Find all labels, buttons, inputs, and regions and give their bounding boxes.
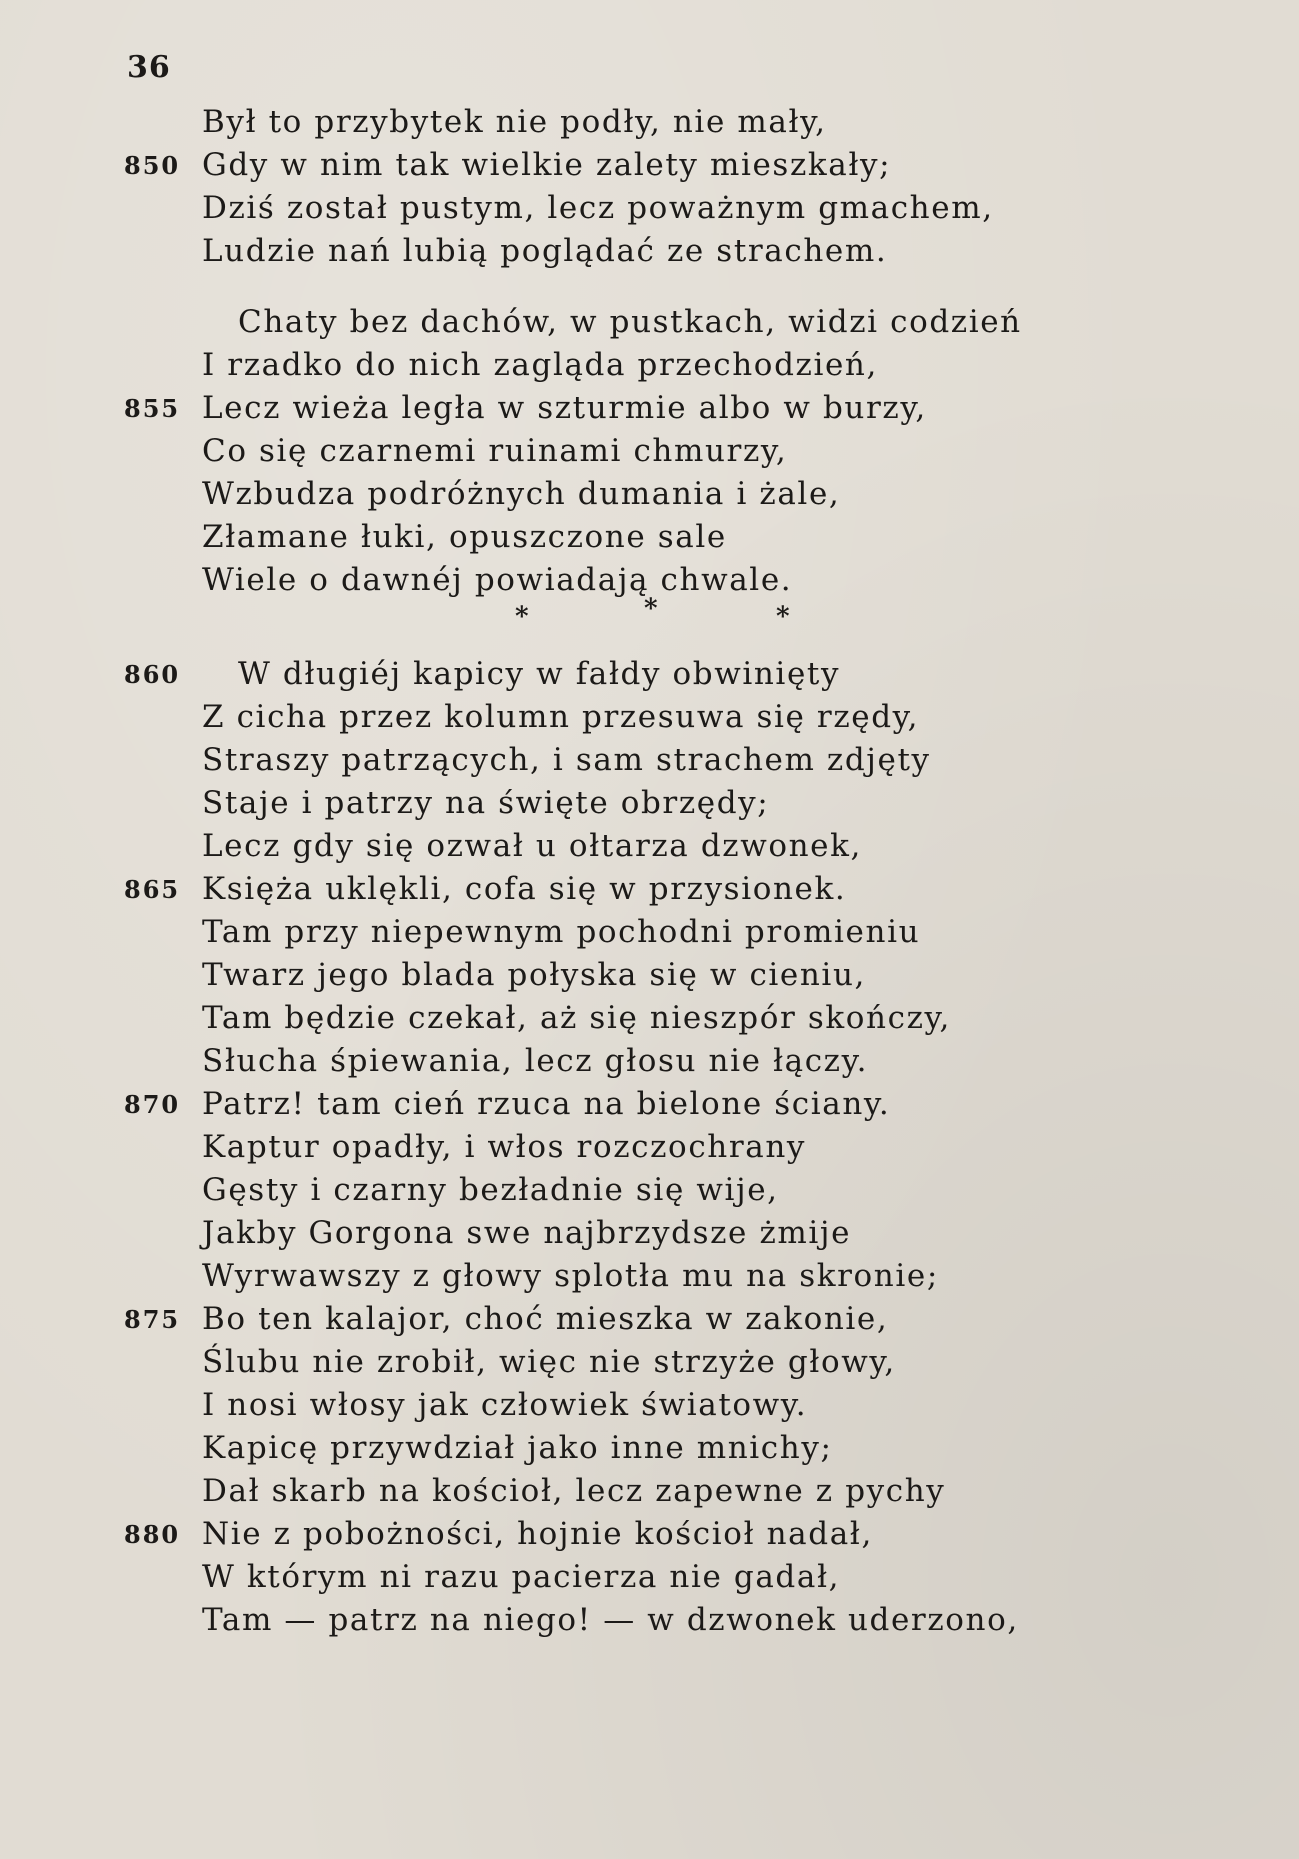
verse-line <box>0 472 1299 516</box>
verse-text: Staje i patrzy na święte obrzędy; <box>202 785 770 821</box>
verse-text: Tam — patrz na niego! — w dzwonek uderzono, <box>202 1602 1019 1638</box>
verse-text: Gdy w nim tak wielkie zalety mieszkały; <box>202 147 892 183</box>
verse-line <box>0 229 1299 273</box>
line-number: 880 <box>124 1520 181 1549</box>
verse-text: Gęsty i czarny bezładnie się wije, <box>202 1172 779 1208</box>
verse-text: I nosi włosy jak człowiek światowy. <box>202 1387 808 1423</box>
verse-line <box>0 1297 1299 1341</box>
verse-text: Nie z pobożności, hojnie kościoł nadał, <box>202 1516 873 1552</box>
verse-line <box>0 300 1299 344</box>
verse-text: Wyrwawszy z głowy splotła mu na skronie; <box>202 1258 939 1294</box>
verse-line <box>0 1168 1299 1212</box>
verse-line <box>0 1469 1299 1513</box>
verse-line <box>0 738 1299 782</box>
line-number: 875 <box>124 1305 181 1334</box>
verse-text: Tam będzie czekał, aż się nieszpór skończy, <box>202 1000 951 1036</box>
verse-line <box>0 1082 1299 1126</box>
verse-text: Dał skarb na kościoł, lecz zapewne z pychy <box>202 1473 946 1509</box>
verse-text: Księża uklękli, cofa się w przysionek. <box>202 871 847 907</box>
verse-text: Ślubu nie zrobił, więc nie strzyże głowy, <box>202 1344 896 1380</box>
verse-line <box>0 695 1299 739</box>
verse-line <box>0 1254 1299 1298</box>
separator-star: * <box>644 594 658 624</box>
verse-line <box>0 186 1299 230</box>
verse-line <box>0 1598 1299 1642</box>
separator-star: * <box>515 602 529 632</box>
verse-line <box>0 1383 1299 1427</box>
verse-text: Z cicha przez kolumn przesuwa się rzędy, <box>202 699 920 735</box>
verse-line <box>0 429 1299 473</box>
verse-text: Wiele o dawnéj powiadają chwale. <box>202 562 793 598</box>
verse-text: Jakby Gorgona swe najbrzydsze żmije <box>202 1215 852 1251</box>
verse-text: Chaty bez dachów, w pustkach, widzi codzień <box>238 304 1022 340</box>
verse-line <box>0 1340 1299 1384</box>
verse-text: Lecz wieża legła w szturmie albo w burzy, <box>202 390 927 426</box>
line-number: 860 <box>124 660 181 689</box>
verse-text: Kapicę przywdział jako inne mnichy; <box>202 1430 833 1466</box>
verse-text: W którym ni razu pacierza nie gadał, <box>202 1559 841 1595</box>
verse-line <box>0 1555 1299 1599</box>
verse-text: Ludzie nań lubią poglądać ze strachem. <box>202 233 888 269</box>
verse-text: Złamane łuki, opuszczone sale <box>202 519 727 555</box>
verse-text: W długiéj kapicy w fałdy obwinięty <box>238 656 841 692</box>
line-number: 850 <box>124 151 181 180</box>
page-number: 36 <box>127 50 171 85</box>
line-number: 855 <box>124 394 181 423</box>
line-number: 865 <box>124 875 181 904</box>
separator-star: * <box>776 602 790 632</box>
verse-line <box>0 910 1299 954</box>
verse-line <box>0 1039 1299 1083</box>
verse-line <box>0 515 1299 559</box>
verse-text: Był to przybytek nie podły, nie mały, <box>202 104 827 140</box>
verse-line <box>0 1426 1299 1470</box>
verse-line <box>0 1125 1299 1169</box>
verse-line <box>0 343 1299 387</box>
verse-text: Bo ten kalajor, choć mieszka w zakonie, <box>202 1301 889 1337</box>
verse-line <box>0 1512 1299 1556</box>
verse-text: Patrz! tam cień rzuca na bielone ściany. <box>202 1086 891 1122</box>
verse-line <box>0 143 1299 187</box>
verse-line <box>0 953 1299 997</box>
verse-line <box>0 996 1299 1040</box>
verse-line <box>0 386 1299 430</box>
verse-line <box>0 781 1299 825</box>
verse-line <box>0 824 1299 868</box>
verse-text: Tam przy niepewnym pochodni promieniu <box>202 914 921 950</box>
verse-text: Lecz gdy się ozwał u ołtarza dzwonek, <box>202 828 862 864</box>
verse-text: Twarz jego blada połyska się w cieniu, <box>202 957 866 993</box>
verse-text: Słucha śpiewania, lecz głosu nie łączy. <box>202 1043 869 1079</box>
verse-text: Dziś został pustym, lecz poważnym gmachem, <box>202 190 994 226</box>
verse-line <box>0 652 1299 696</box>
verse-text: I rzadko do nich zagląda przechodzień, <box>202 347 878 383</box>
verse-text: Wzbudza podróżnych dumania i żale, <box>202 476 841 512</box>
verse-line <box>0 100 1299 144</box>
line-number: 870 <box>124 1090 181 1119</box>
verse-text: Co się czarnemi ruinami chmurzy, <box>202 433 788 469</box>
verse-line <box>0 1211 1299 1255</box>
verse-text: Kaptur opadły, i włos rozczochrany <box>202 1129 807 1165</box>
verse-text: Straszy patrzących, i sam strachem zdjęty <box>202 742 931 778</box>
verse-line <box>0 867 1299 911</box>
